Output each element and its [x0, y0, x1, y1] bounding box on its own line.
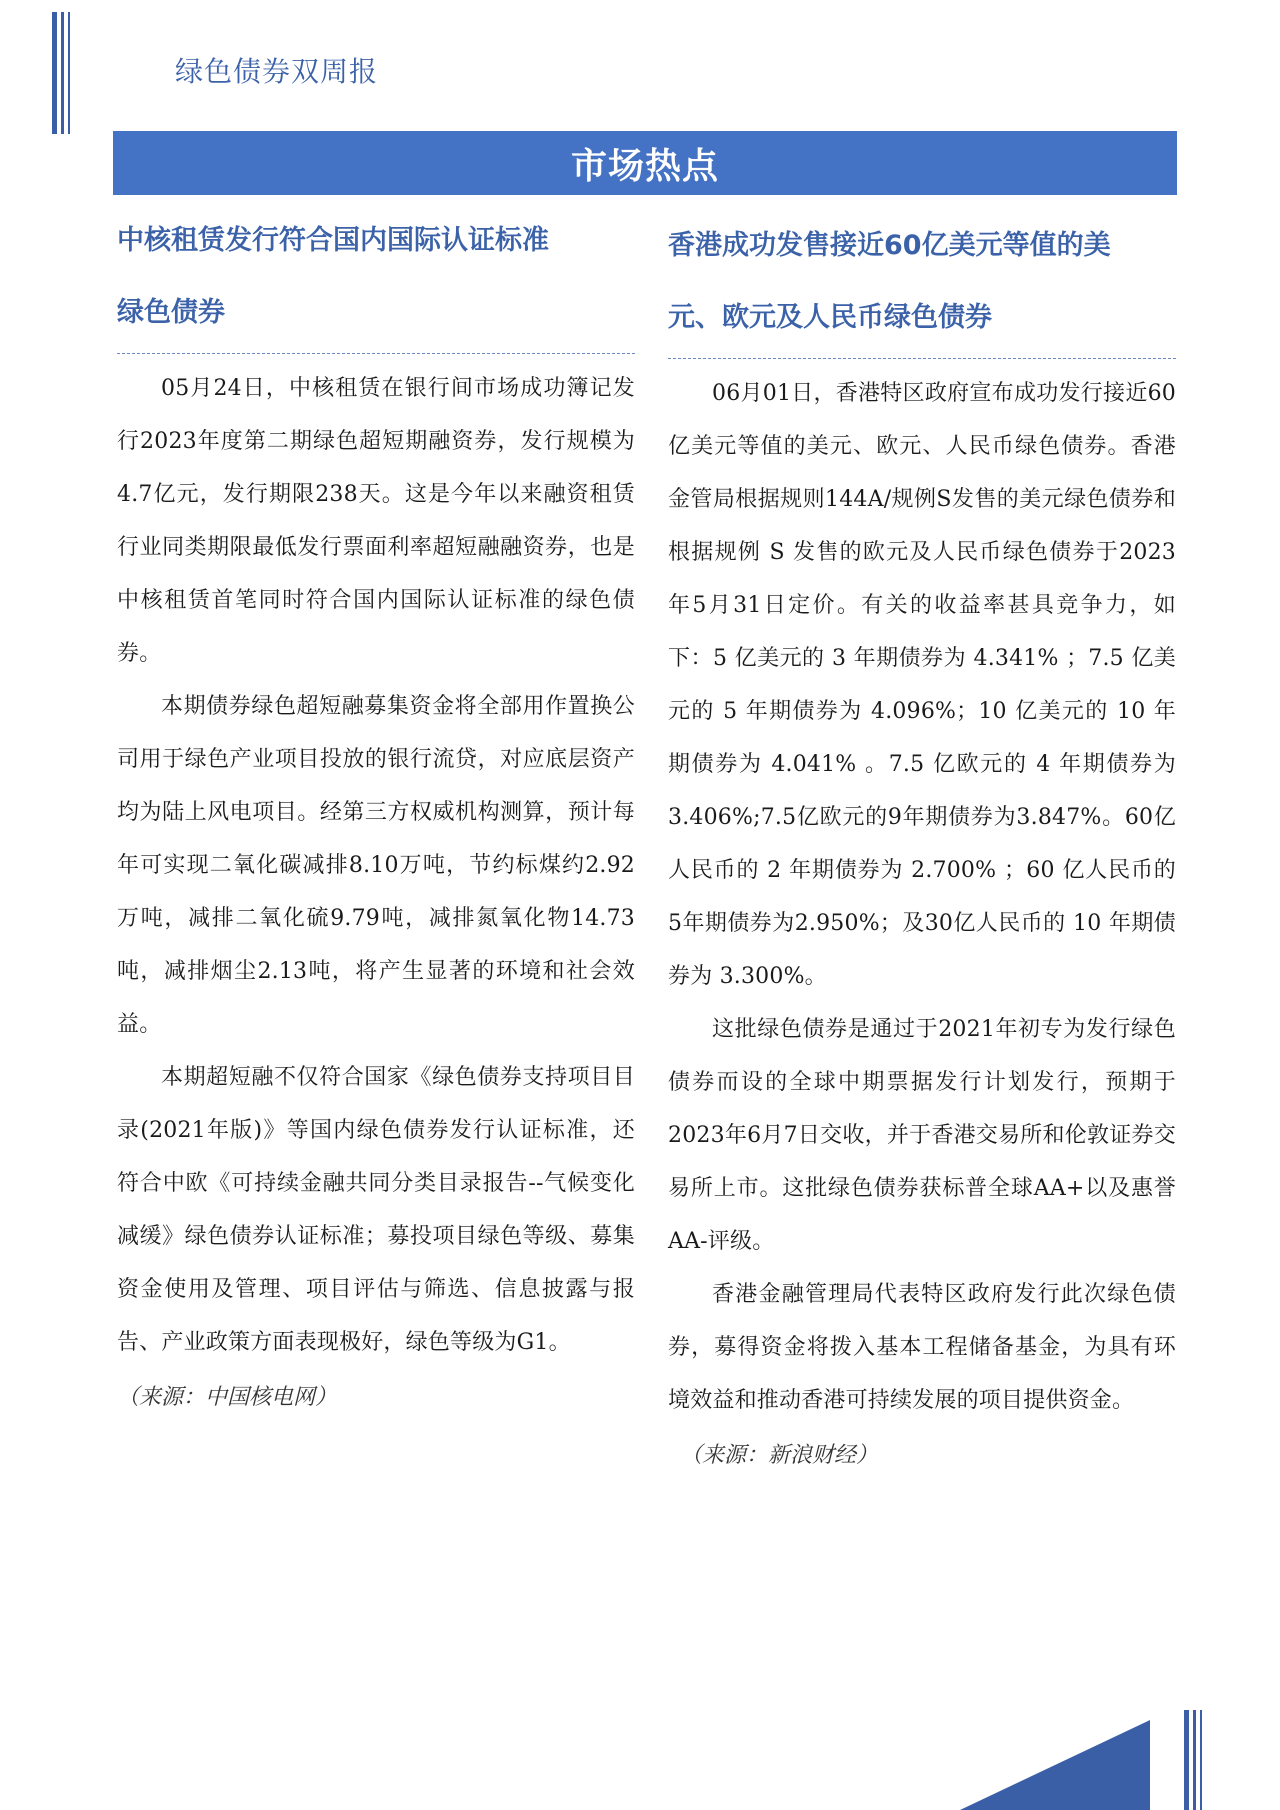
left-paragraph-1: 05月24日，中核租赁在银行间市场成功簿记发行2023年度第二期绿色超短期融资券，发行规模为4.7亿元，发行期限238天。这是今年以来融资租赁行业同类期限最低发行票面利率超短融融资券，也是中核租赁首笔同时符合国内国际认证标准的绿色债券。: [117, 376, 635, 666]
footer-corner-decoration: [960, 1710, 1280, 1810]
right-paragraph-1: 06月01日，香港特区政府宣布成功发行接近60亿美元等值的美元、欧元、人民币绿色债券。香港金管局根据规则144A/规例S发售的美元绿色债券和根据规例 S 发售的欧元及人民币绿色债券于2023年5月31日定价。有关的收益率甚具竞争力，如下：5 亿美元的 3 年期债券为 4.341% ；7.5 亿美元的 5 年期债券为 4.096%；10 亿美元的 10 年期债券为 4.041% 。7.5 亿欧元的 4 年期债券为3.406%;7.5亿欧元的9年期债券为3.847%。60亿人民币的 2 年期债券为 2.700% ；60 亿人民币的5年期债券为2.950%；及30亿人民币的 10 年期债券为 3.300%。: [668, 381, 1176, 989]
left-headline-divider: [117, 353, 635, 354]
right-paragraph-3: 香港金融管理局代表特区政府发行此次绿色债券，募得资金将拨入基本工程储备基金，为具有环境效益和推动香港可持续发展的项目提供资金。: [668, 1282, 1176, 1413]
left-paragraph-2: 本期债券绿色超短融募集资金将全部用作置换公司用于绿色产业项目投放的银行流贷，对应底层资产均为陆上风电项目。经第三方权威机构测算，预计每年可实现二氧化碳减排8.10万吨，节约标煤约2.92万吨，减排二氧化硫9.79吨，减排氮氧化物14.73吨，减排烟尘2.13吨，将产生显著的环境和社会效益。: [117, 694, 635, 1037]
newsletter-title: 绿色债券双周报: [175, 55, 379, 88]
left-headline-line2: 绿色债券: [117, 297, 225, 328]
right-article-source: （来源：新浪财经）: [680, 1443, 879, 1468]
right-paragraph-2: 这批绿色债券是通过于2021年初专为发行绿色债券而设的全球中期票据发行计划发行，预期于2023年6月7日交收，并于香港交易所和伦敦证券交易所上市。这批绿色债券获标普全球AA+以及惠誉AA-评级。: [668, 1017, 1176, 1254]
right-headline-line1: 香港成功发售接近60亿美元等值的美: [668, 230, 1111, 261]
left-headline-line1: 中核租赁发行符合国内国际认证标准: [117, 225, 549, 256]
right-article: [668, 210, 1176, 1482]
right-article-headline: [668, 210, 1176, 354]
left-article-headline: [117, 205, 635, 349]
header-decoration-bars: [52, 12, 76, 134]
section-banner: [113, 131, 1177, 195]
left-paragraph-3: 本期超短融不仅符合国家《绿色债券支持项目目录(2021年版)》等国内绿色债券发行认证标准，还符合中欧《可持续金融共同分类目录报告--气候变化减缓》绿色债券认证标准；募投项目绿色等级、募集资金使用及管理、项目评估与筛选、信息披露与报告、产业政策方面表现极好，绿色等级为G1。: [117, 1065, 635, 1355]
right-headline-divider: [668, 358, 1176, 359]
left-article: [117, 205, 635, 1424]
right-headline-line2: 元、欧元及人民币绿色债券: [668, 302, 992, 333]
section-title: 市场热点: [570, 145, 719, 187]
page-number: 4: [1158, 1750, 1174, 1776]
left-article-source: （来源：中国核电网）: [117, 1385, 338, 1410]
